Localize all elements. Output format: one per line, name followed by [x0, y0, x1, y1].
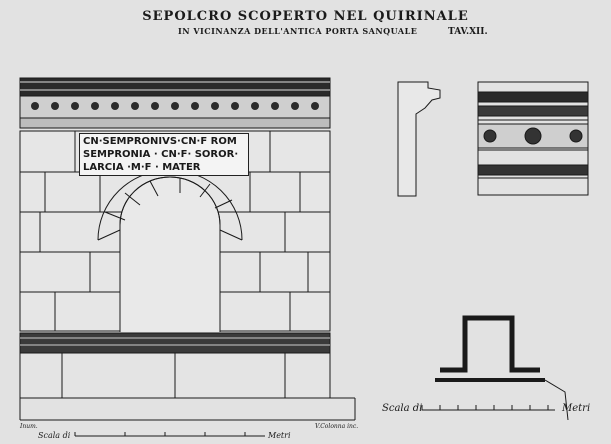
- inscription-line: SEMPRONIA · CN·F· SOROR·: [83, 149, 239, 160]
- inscription-tablet: [79, 133, 249, 176]
- cornice-top-band: [20, 78, 330, 96]
- credit-left: Inum.: [20, 423, 38, 430]
- inscription-line: LARCIA ·M·F · MATER: [83, 162, 201, 173]
- palmette-frieze: [31, 102, 319, 110]
- plate-subtitle: IN VICINANZA DELL'ANTICA PORTA SANQUALE: [178, 26, 418, 36]
- section-plan: [440, 318, 540, 370]
- cornice-detail: [478, 82, 588, 195]
- credit-right: V.Colonna inc.: [315, 423, 359, 430]
- scale-left-label: Scala di: [38, 431, 71, 440]
- scale-bar-right: [422, 405, 555, 410]
- scale-left-unit: Metri: [268, 431, 291, 440]
- cornice-profile: [398, 82, 440, 196]
- plate-number: TAV.XII.: [448, 27, 488, 37]
- scale-right-unit: Metri: [562, 403, 591, 414]
- arched-niche: [120, 177, 220, 332]
- plate-title: SEPOLCRO SCOPERTO NEL QUIRINALE: [142, 9, 469, 24]
- facade-elevation: [20, 78, 355, 420]
- scale-right-label: Scala di: [382, 403, 423, 414]
- plinth-band: [20, 333, 330, 353]
- inscription-line: CN·SEMPRONIVS·CN·F ROM: [83, 136, 237, 147]
- scale-bar-left: [75, 432, 265, 436]
